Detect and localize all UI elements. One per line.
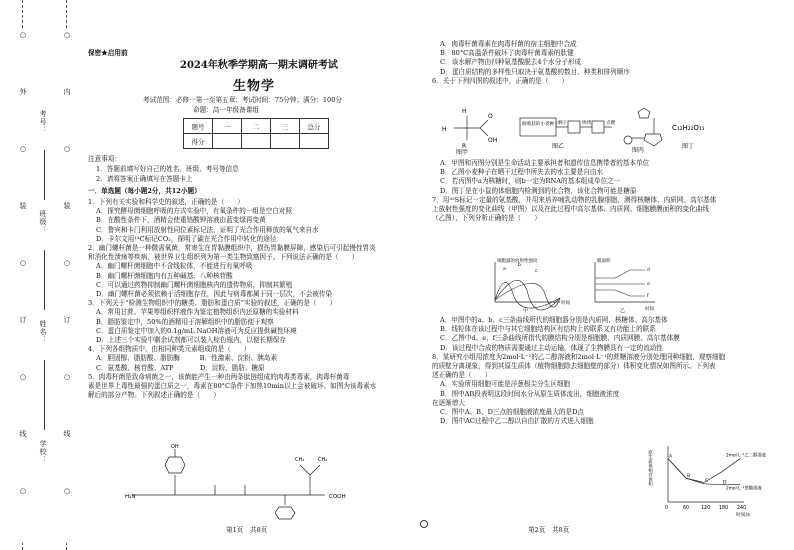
question-line: 1．下列有关实验和科学史的叙述，正确的是（ ）	[88, 198, 244, 206]
chart8-series-label: 2mol·L⁻¹乙二醇溶液	[726, 453, 766, 459]
question-line: B．图中AB段表明这段时间水分从原生质体流出，细胞液浓度	[440, 389, 620, 398]
svg-text:O: O	[488, 113, 493, 120]
notes-item: 2．请将答案正确填写在答题卡上	[96, 175, 193, 183]
score-cell[interactable]	[213, 134, 242, 149]
fig-yi-step: 晒干	[558, 121, 568, 126]
exam-meta: 考试范围：必修一第一至第五章；考试时间：75分钟；满分：100分	[143, 96, 343, 104]
chart-yi-series-line	[595, 290, 645, 296]
exam-no-label: 考号：	[39, 110, 47, 134]
question-line: D．上述三个实验中剩余试剂都可以装入棕色瓶内，以便长期保存	[96, 336, 286, 345]
fig-jia-label: 图甲	[456, 149, 469, 156]
cut-mark: ○	[61, 30, 73, 87]
question-line: A．胆固醇、脂肪酸、脂肪酶 B．性激素、淀粉、胰岛素	[96, 354, 278, 363]
fig-yi-step: 点燃	[606, 121, 616, 126]
chart-yi-series-label: f	[647, 294, 649, 299]
question-line: B．线粒体在该过程中与其它细胞结构区有结构上的联系又有功能上的联系	[440, 325, 656, 334]
score-header: 题号	[184, 119, 213, 134]
question-line: A．甲图中的a、b、c三条曲线所代的细胞器分别是内质网、核糖体、高尔基体	[440, 316, 668, 324]
class-line	[44, 250, 45, 310]
question-line: 4．下列各组物质中，由相同种类元素组成的是（ ）	[88, 345, 251, 354]
question-line: D．该过程中合成的物质需要通过主动运输，体现了生物膜具有一定的流动性	[440, 343, 663, 352]
chart8-xlabel: 时间/s	[736, 513, 750, 518]
question-line: 6．关于下列四图的叙述中，正确的是（ ）	[432, 76, 569, 85]
question-line: （乙图），下列分析正确的是（ ）	[432, 214, 541, 223]
chart8-xtick: 0	[665, 506, 669, 511]
cut-mark: 外	[17, 87, 29, 144]
question-line: 述正确的是（ ）	[432, 371, 492, 380]
chart8-series-line	[668, 459, 740, 485]
chart-jia-series-line	[495, 280, 560, 310]
question-line: B．乙图小麦种子在晒干过程中所失去的水主要是自由水	[440, 168, 604, 177]
cut-mark: 装	[61, 201, 73, 258]
cut-mark: ○	[61, 258, 73, 315]
question-line: 7．用³⁵S标记一定量的氨基酸，并用来培养哺乳动物的乳腺细胞，测得核糖体、内质网、高尔基体	[432, 195, 717, 204]
question-line: B．脂肪鉴定中，50%的酒精用于溶解组织中的脂肪便于观察	[96, 317, 274, 326]
inner-cut-marks	[61, 30, 73, 543]
chart-jia-series-label: a	[503, 267, 506, 272]
question-line: D．图丁是在小鼠的体细胞内检测到的化合物，该化合物可能是糖原	[440, 186, 637, 195]
svg-text:COOH: COOH	[329, 494, 346, 500]
left-question-list	[88, 198, 408, 400]
cut-mark: ○	[61, 372, 73, 429]
exam-author: 命题：高一年级备课组	[193, 106, 259, 114]
school-label: 学校：	[39, 440, 47, 464]
chart8-series-label: 2mol·L⁻¹蔗糖溶液	[726, 486, 762, 492]
question-line: D．卡尔文用¹⁴C标记CO₂，探明了碳在光合作用中转化的途径	[96, 234, 277, 243]
score-cell[interactable]	[242, 134, 271, 149]
fig-bing-label: 图丙	[632, 147, 645, 154]
question-line: D．蛋白质结构的多样性只取决于氨基酸的数目、种类和排列顺序	[440, 67, 630, 76]
question-line: 3．下列关于“检测生物组织中的糖类、脂肪和蛋白质”实验的叙述，正确的是（ ）	[88, 299, 337, 308]
svg-text:R: R	[462, 143, 467, 150]
question-line: 5．肉毒杆菌是致命病菌之一，该菌能产生一种由两条肽链组成的肉毒类毒素，肉毒杆菌毒	[88, 372, 350, 381]
score-header: 三	[271, 119, 300, 134]
exam-no-line	[44, 150, 45, 200]
question-line: C．该水解产物由四种氨基酸脱去4个水分子形成	[440, 58, 582, 67]
cut-mark: ○	[61, 144, 73, 201]
svg-text:CH₃: CH₃	[318, 457, 328, 463]
question-line: C．乙图中d、e、f三条曲线所指代的膜结构分别是细胞膜、内质网膜、高尔基体膜	[440, 334, 680, 343]
class-label: 班级：	[39, 210, 47, 234]
chart-yi-series-line	[595, 270, 645, 278]
chart8-xtick: 240	[737, 506, 747, 511]
chart-jia-series-line	[495, 282, 560, 308]
question-line: C．氨基酸、核苷酸、ATP D．淀粉、脂肪、糖原	[96, 363, 265, 372]
notes-item: 1．答题前填写好自己的姓名、班级、考号等信息	[96, 165, 239, 173]
question-line: B．80°C高温条件破坏了肉毒杆菌毒素的肽键	[440, 49, 574, 58]
question-line: A．探究酵母菌细胞呼吸的方式实验中，有氧条件的一组是空白对照	[96, 207, 292, 216]
question-line: 解后的部分产物。下列叙述正确的是（ ）	[88, 391, 220, 400]
fig-yi-box-label: 刚收获的小麦种子	[522, 122, 559, 127]
score-header: 总分	[300, 119, 329, 134]
chart-yi-series-label: d	[647, 268, 650, 273]
chart8-xtick: 60	[683, 506, 690, 511]
chart-jia-series-label: c	[535, 269, 538, 274]
question-line: 上放射性强度的变化曲线（甲图）以及在此过程中高尔基体、内质网、细胞膜膜面积的变化曲线	[432, 205, 709, 214]
cut-mark: ○	[17, 30, 29, 87]
notes-heading: 注意事项：	[88, 155, 121, 163]
outer-cut-marks	[17, 30, 29, 543]
question-line: C．可以通过药物抑制幽门螺杆菌细胞核内的遗传物质，抑制其繁殖	[96, 280, 293, 289]
subject-title: 生物学	[233, 79, 276, 94]
page-number-left: 第1页 共8页	[226, 526, 268, 534]
score-cell[interactable]	[271, 134, 300, 149]
question-line: 8．某研究小组用浓度为2mol·L⁻¹的乙二醇溶液和2mol·L⁻¹的蔗糖溶液分别处理同种细胞，观察细胞	[432, 352, 726, 361]
right-question-list-mid	[432, 159, 716, 223]
question-line: A．实验所用细胞可能是洋葱根尖分生区细胞	[440, 380, 571, 389]
cut-mark: 订	[17, 315, 29, 372]
score-cell[interactable]	[300, 134, 329, 149]
cut-mark: 线	[61, 429, 73, 486]
section-heading: 一．单选题（每小题2分，共12小题）	[88, 187, 201, 195]
question-line: C．鲁宾和卡门利用放射性同位素标记法，证明了光合作用释放的氧气来自水	[96, 225, 319, 234]
score-header: 二	[242, 119, 271, 134]
cut-mark: ○	[61, 486, 73, 543]
page-number-right: 第2页 共8页	[528, 526, 570, 534]
question-line: 的质壁分离现象，得到其原生质体（植物细胞除去细胞壁的部分）体积变化情况如图所示。下列表	[432, 362, 716, 371]
chart8-point-label: D	[723, 480, 727, 486]
svg-text:H: H	[462, 108, 467, 115]
cut-mark: 内	[61, 87, 73, 144]
q7-charts	[475, 254, 665, 314]
score-header: 一	[213, 119, 242, 134]
chart-jia-xlabel: 时间	[561, 301, 570, 306]
chart-jia-series-label: b	[518, 263, 521, 268]
question-line: 2．幽门螺杆菌是一种微需氧菌，常寄生在胃黏膜组织中，损伤胃黏膜屏障，感染后可引起慢性胃炎	[88, 244, 376, 253]
cut-mark: ○	[17, 258, 29, 315]
question-line: 在逐渐增大	[432, 398, 465, 407]
ding-formula: C₁₂H₂₂O₁₁	[672, 124, 705, 132]
chart-yi-series-label: e	[647, 282, 650, 287]
chart8-ylabel: 原生质体相对体积	[647, 450, 653, 486]
question-line: C．若丙图中a为核糖时，则b一定为RNA的基本组成单位之一	[440, 177, 621, 186]
page-separator-dot	[420, 520, 428, 528]
chart-jia-ylabel: 细胞器的放射性强度	[497, 259, 538, 264]
svg-text:H₂N: H₂N	[125, 494, 136, 500]
right-question-list-top	[432, 40, 630, 86]
question-line: B．幽门螺杆菌细胞内有五种碱基、八种核苷酸	[96, 271, 233, 280]
fig-yi-label: 图乙	[552, 143, 565, 150]
fig-yi-step: 烘烤	[582, 121, 592, 126]
fig-ding-label: 图丁	[682, 143, 695, 150]
cut-mark: ○	[17, 486, 29, 543]
chart-yi-label: 乙	[620, 308, 626, 314]
svg-text:OH: OH	[488, 137, 498, 144]
exam-title: 2024年秋季学期高一期末调研考试	[180, 60, 338, 71]
question-line: C．蛋白质鉴定中加入的0.1g/mL NaOH溶液可为反应提供碱性环境	[96, 326, 297, 335]
question-line: A．幽门螺杆菌细胞中不含线粒体，不能进行有氧呼吸	[96, 262, 253, 271]
secret-label: 保密★启用前	[88, 49, 128, 57]
q6-figures	[432, 104, 707, 154]
cut-mark: ○	[17, 144, 29, 201]
question-line: C．图中A、B、D三点的细胞液浓度最大的是D点	[440, 408, 584, 417]
question-line: A．甲图和丙图分别是生命活动主要承担者和遗传信息携带者的基本单位	[440, 159, 650, 167]
question-line: A．肉毒杆菌毒素在肉毒杆菌的宿主细胞中合成	[440, 40, 577, 48]
chart8-point-label: C	[705, 478, 709, 484]
svg-text:OH: OH	[171, 444, 179, 450]
chart-yi-ylabel: 膜面积	[597, 259, 611, 264]
chart-yi-xlabel: 时间	[645, 307, 654, 312]
chart8-xtick: 180	[719, 506, 729, 511]
name-label: 姓名：	[39, 320, 47, 344]
chart8-point-label: A	[669, 454, 673, 460]
cut-mark: 订	[61, 315, 73, 372]
svg-text:CH₃: CH₃	[295, 457, 305, 463]
score-table	[183, 118, 329, 149]
svg-text:H: H	[442, 126, 447, 133]
cut-mark: 装	[17, 201, 29, 258]
question-line: A．常用甘蔗、苹果等组织样液作为鉴定植物组织内还原糖的实验材料	[96, 308, 299, 317]
question-line: 素是世界上毒性最强的蛋白质之一，毒素在80°C条件下加热10min以上会被破坏。如图为该毒素水	[88, 382, 377, 391]
question-line: 和消化性溃疡等疾病，被世界卫生组织列为第一类生物致癌因子。下列说法正确的是（ ）	[88, 253, 359, 262]
chart-jia-label: 甲	[523, 308, 529, 314]
question-line: D．图中AC过程中乙二醇以自由扩散的方式进入细胞	[440, 417, 594, 426]
chart8-point-label: B	[687, 474, 691, 480]
peptide-structure-figure	[125, 445, 360, 520]
q8-chart	[647, 440, 766, 520]
question-line: B．在酸性条件下，酒精会使重铬酸钾溶液由蓝变绿再变黄	[96, 216, 266, 225]
right-question-list-bottom	[432, 316, 725, 426]
chart-jia-series-line	[495, 283, 560, 307]
binding-strip	[0, 0, 80, 550]
chart8-xtick: 120	[701, 506, 711, 511]
question-line: D．幽门螺杆菌必须依赖于活细胞存在，因此与病毒都属于同一层次，不会被传染	[96, 290, 333, 299]
score-row-label: 得分	[184, 134, 213, 149]
name-line	[44, 360, 45, 430]
cut-mark: 线	[17, 429, 29, 486]
cut-mark: ○	[17, 372, 29, 429]
